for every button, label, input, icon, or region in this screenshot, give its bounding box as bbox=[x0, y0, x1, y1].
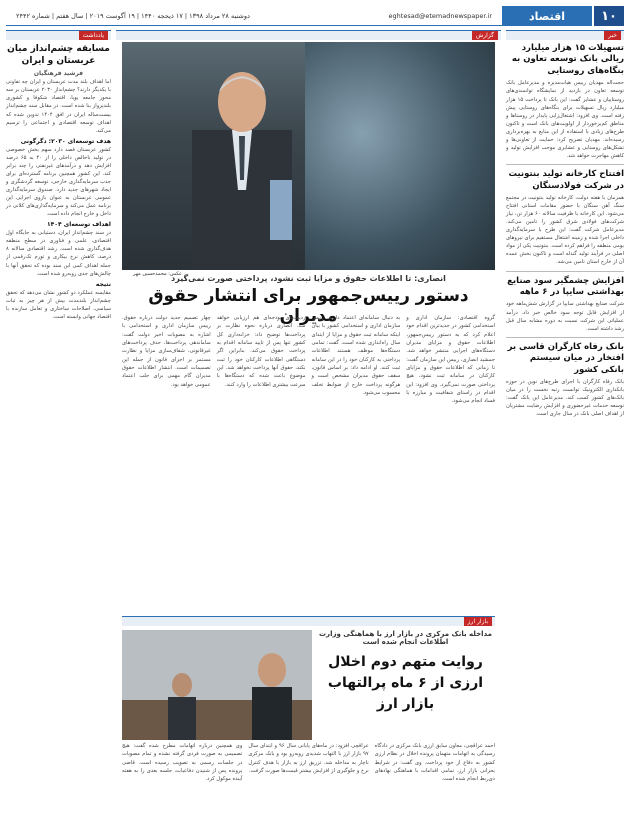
main-story-column: ردیف‌های بودجه‌ای هم ارزیابی خواهد شد. انصاری درباره نحوه نظارت بر پرداخت‌ها توضیح داد: خزانه‌داری کل کشور تنها پس از تایید سامانه اقدام به پرداخت حقوق می‌کند. بنابراین اگر دستگاهی اطلاعات کارکنان خود را ثبت نکند، حقوق آنها پرداخت نخواهد شد. این موضوع باعث شده که دستگاه‌ها با سرعت بیشتری اطلاعات را وارد کنند. bbox=[216, 315, 306, 388]
page-header bbox=[6, 6, 624, 26]
photo-caption: عکس: محمدحسین مهر bbox=[130, 270, 185, 278]
column-text: مقایسه عملکرد دو کشور نشان می‌دهد که تحقق چشم‌انداز بلندمدت بیش از هر چیز به ثبات سیاسی، اصلاحات ساختاری و تعامل سازنده با اقتصاد جهانی وابسته است. bbox=[6, 289, 111, 320]
news-item bbox=[506, 276, 624, 333]
divider bbox=[506, 337, 624, 338]
second-story-headline[interactable]: روایت متهم دوم اخلال ارزی از ۶ ماه پرالتهاب بازار ارز bbox=[327, 654, 484, 712]
divider bbox=[506, 271, 624, 272]
second-story-column: احمد عراقچی، معاون سابق ارزی بانک مرکزی در دادگاه رسیدگی به اتهامات متهمان پرونده اخلال در نظام ارزی کشور به دفاع از خود پرداخت. وی گفت: در شرایط بحرانی بازار ارز، تمامی اقدامات با هماهنگی نهادهای ذی‌ربط انجام شده است. bbox=[374, 743, 495, 783]
main-story-photo[interactable] bbox=[122, 42, 495, 277]
main-story-body bbox=[122, 314, 495, 614]
section-title: اقتصاد bbox=[502, 6, 592, 26]
second-story-kicker: مداخله بانک مرکزی در بازار ارز با هماهنگی وزارت اطلاعات انجام شده است bbox=[319, 630, 492, 646]
second-story-column: وی همچنین درباره اتهامات مطرح شده گفت: هیچ تصمیمی به صورت فردی گرفته نشده و تمام مصوبات در جلسات رسمی به تصویب رسیده است. قاضی پرونده پس از شنیدن دفاعیات، جلسه بعدی را به هفته آینده موکول کرد. bbox=[122, 743, 243, 783]
right-column-bar bbox=[506, 30, 624, 40]
news-text: حجت‌اله مهدیان رییس هیات‌مدیره و مدیرعامل بانک توسعه تعاون در بازدید از نمایشگاه توانمندی‌های روستاییان و عشایر گفت: این بانک تا پرداخت ۱۵ هزار میلیارد ریال تسهیلات برای بنگاه‌های روستایی پیش رفته است. وی افزود: اشتغال‌زایی پایدار در روستاها و مناطق کم‌برخوردار از اولویت‌های بانک است و تاکنون طرح‌های زیادی با استفاده از این منابع به بهره‌برداری رسیده‌اند. مهدیان تصریح کرد: حمایت از تعاونی‌ها و تشکل‌های روستایی و عشایری موجب افزایش تولید و کاهش مهاجرت خواهد شد. bbox=[506, 80, 624, 159]
main-story-bar bbox=[116, 30, 501, 40]
left-column-tag: یادداشت bbox=[79, 31, 108, 40]
second-story-bar bbox=[122, 616, 495, 626]
column-text: در سند چشم‌انداز ایران، دستیابی به جایگاه اول اقتصادی، علمی و فناوری در سطح منطقه هدف‌گذاری شده است. رشد اقتصادی سالانه ۸ درصد، کاهش نرخ بیکاری و تورم تک‌رقمی از جمله اهداف کمی این سند بوده که تحقق آنها با چالش‌های جدی روبه‌رو شده است. bbox=[6, 230, 111, 277]
right-column bbox=[506, 30, 624, 814]
column-author: فرشید فرهنگیان bbox=[33, 70, 84, 78]
news-text: بانک رفاه کارگران با اجرای طرح‌های نوین در حوزه بانکداری الکترونیک توانست رتبه نخست را در میان بانک‌های کشور کسب کند. مدیرعامل این بانک گفت: توسعه خدمات غیرحضوری و افزایش رضایت مشتریان از اهداف اصلی بانک در سال جاری است. bbox=[506, 379, 624, 418]
main-story-headline[interactable]: دستور رییس‌جمهور برای انتشار حقوق مدیران bbox=[148, 286, 469, 326]
second-story-column: عراقچی افزود: در ماه‌های پایانی سال ۹۶ و ابتدای سال ۹۷ بازار ارز با التهاب شدیدی روبه‌رو بود و بانک مرکزی ناچار به مداخله شد. تزریق ارز به بازار با هدف کنترل نرخ و جلوگیری از افزایش بیشتر قیمت‌ها صورت گرفت. bbox=[248, 743, 369, 774]
news-title[interactable]: افتتاح کارخانه تولید بنتونیت در شرکت فولادسنگان bbox=[508, 169, 624, 191]
column-text: اما اهداف بلند مدت عربستان و ایران چه تفاوتی با یکدیگر دارند؟ چشم‌انداز ۲۰۳۰ عربستان بر سه محور جامعه پویا، اقتصاد شکوفا و کشوری بلندپرواز بنا شده است. در مقابل سند چشم‌انداز بیست‌ساله ایران در افق ۱۴۰۴ تدوین شده که اهداف توسعه اقتصادی و اجتماعی را ترسیم می‌کند. bbox=[6, 79, 111, 134]
divider bbox=[506, 164, 624, 165]
portrait-figure bbox=[182, 60, 302, 270]
main-story-column: گروه اقتصادی: سازمان اداری و استخدامی کشور در جدیدترین اقدام خود اعلام کرد که به دستور رییس‌جمهور، اطلاعات حقوق و مزایای مدیران دستگاه‌های اجرایی منتشر خواهد شد. جمشید انصاری، رییس این سازمان گفت: تا زمانی که اطلاعات حقوق و مزایای کارکنان در سامانه ثبت نشود، هیچ پرداختی صورت نمی‌گیرد. وی افزود: این اقدام در راستای شفافیت و مبارزه با فساد انجام می‌شود. bbox=[406, 315, 495, 405]
column-title[interactable]: مسابقه چشم‌انداز میان عربستان و ایران bbox=[7, 44, 110, 67]
right-column-tag: خبر bbox=[604, 31, 621, 40]
main-area bbox=[116, 30, 501, 814]
second-story-photo[interactable] bbox=[122, 630, 312, 740]
header-meta bbox=[6, 6, 502, 26]
main-story-tag: گزارش bbox=[472, 31, 498, 40]
second-story-head bbox=[316, 630, 495, 715]
column-subhead: اهداف توسعه‌ای ۱۴۰۴ bbox=[46, 221, 111, 229]
main-story-kicker: انصاری: تا اطلاعات حقوق و مزایا ثبت نشود، پرداختی صورت نمی‌گیرد bbox=[171, 274, 446, 283]
background-trees bbox=[305, 42, 495, 270]
column-text: کشور عربستان قصد دارد سهم بخش خصوصی در تولید ناخالص داخلی را از ۴۰ به ۶۵ درصد افزایش دهد و درآمدهای غیرنفتی را چند برابر کند. این کشور همچنین برنامه گسترده‌ای برای جذب سرمایه‌گذاری خارجی، توسعه گردشگری و ایجاد شهرهای جدید دارد. صندوق سرمایه‌گذاری عمومی عربستان به عنوان بازوی اجرایی این برنامه عمل می‌کند و سرمایه‌گذاری‌های کلانی در داخل و خارج انجام داده است. bbox=[6, 146, 112, 218]
news-title[interactable]: تسهیلات ۱۵ هزار میلیارد ریالی بانک توسعه تعاون به بنگاه‌های روستایی bbox=[511, 43, 624, 76]
news-text: شرکت صنایع بهداشتی سایپا در گزارش شش‌ماهه خود از افزایش قابل توجه سود خالص خبر داد. درآمد عملیاتی این شرکت نسبت به دوره مشابه سال قبل رشد داشته است. bbox=[506, 301, 624, 332]
column-subhead: هدف توسعه‌ای ۲۰۳۰: دگرگونی bbox=[20, 137, 111, 145]
news-item bbox=[506, 43, 624, 160]
left-column bbox=[6, 30, 111, 814]
main-story-column: چهار تصمیم جدید دولت درباره حقوق. رییس سازمان اداری و استخدامی با اشاره به مصوبات اخیر دولت گفت: ساماندهی پرداخت‌ها، حذف پرداخت‌های غیرقانونی، شفاف‌سازی مزایا و نظارت مستمر بر اجرای قانون از جمله این تصمیمات است. انتشار اطلاعات حقوق مدیران گام مهمی برای جلب اعتماد عمومی خواهد بود. bbox=[122, 315, 211, 388]
site-email[interactable]: eghtesad@etemadnewspaper.ir bbox=[388, 11, 492, 20]
page-number: ۱۰ bbox=[594, 6, 624, 26]
news-title[interactable]: افزایش چشمگیر سود صنایع بهداشتی سایپا در ۶ ماهه bbox=[507, 275, 624, 297]
second-story-bar-wrap bbox=[122, 616, 495, 626]
news-item bbox=[506, 342, 624, 419]
main-story-column: به دنبال سامانه‌ای اعتماد داریم. رییس سازمان اداری و استخدامی کشور با بیان اینکه سامانه ثبت حقوق و مزایا از ابتدای سال راه‌اندازی شده است، گفت: تمامی دستگاه‌ها موظف هستند اطلاعات پرداختی به کارکنان خود را در این سامانه ثبت کنند. او ادامه داد: بر اساس قانون، سقف حقوق مدیران مشخص است و هرگونه پرداخت خارج از ضوابط تخلف محسوب می‌شود. bbox=[311, 315, 401, 396]
column-subhead: نتیجه bbox=[95, 280, 111, 288]
second-story-tag: بازار ارز bbox=[464, 617, 492, 626]
courtroom-figure bbox=[122, 630, 312, 740]
news-title[interactable]: بانک رفاه کارگران قاسی بر افتخار در میان سیستم بانکی کشور bbox=[507, 341, 624, 375]
news-item bbox=[506, 169, 624, 267]
left-column-bar bbox=[6, 30, 111, 40]
news-text: همزمان با هفته دولت، کارخانه تولید بنتونیت در مجتمع سنگ آهن سنگان با حضور مقامات استانی افتتاح می‌شود. این کارخانه با ظرفیت سالانه ۶۰ هزار تن، نیاز شرکت‌های فولادی شرق کشور را تامین می‌کند. مدیرعامل شرکت گفت: این طرح با سرمایه‌گذاری داخلی اجرا شده و زمینه اشتغال مستقیم برای نیروهای بومی منطقه را فراهم کرده است. بنتونیت یکی از مواد اصلی در فرآیند تولید گندله است و تاکنون بخش عمده آن از خارج استان تامین می‌شد. bbox=[506, 194, 624, 266]
second-story-body bbox=[122, 742, 495, 814]
issue-date: دوشنبه ۲۸ مرداد ۱۳۹۸ | ۱۷ ذیحجه ۱۴۴۰ | ۱۹ آگوست ۲۰۱۹ | سال هفتم | شماره ۲۴۴۲ bbox=[16, 11, 250, 20]
